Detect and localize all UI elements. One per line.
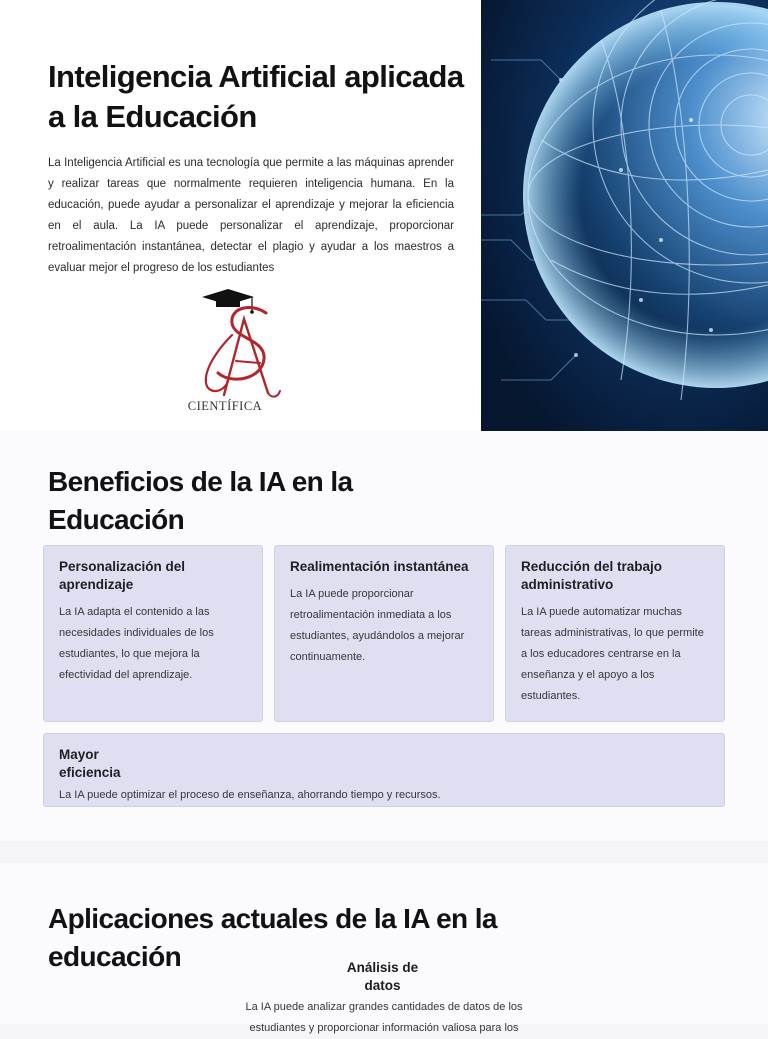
benefit-card-admin [505, 545, 725, 722]
benefit-card-text: La IA adapta el contenido a las necesidades individuales de los estudiantes, lo que mejora la efectividad del aprendizaje. [59, 606, 214, 681]
logo-graphic [120, 283, 330, 418]
application-item-text: La IA puede analizar grandes cantidades de datos de los estudiantes y proporcionar información valiosa para los [245, 1001, 523, 1034]
benefit-card-text: La IA puede automatizar muchas tareas administrativas, lo que permite a los educadores centrarse en la enseñanza y el apoyo a los estudiantes. [521, 606, 704, 702]
benefit-card-feedback [274, 545, 494, 722]
benefit-card-title: Realimentación instantánea [290, 559, 469, 574]
benefit-card-title: Reducción del trabajo administrativo [521, 559, 663, 592]
benefit-card-text: La IA puede proporcionar retroalimentación inmediata a los estudiantes, ayudándolos a mejorar continuamente. [290, 588, 465, 663]
applications-title: Aplicaciones actuales de la IA en la educación [48, 903, 497, 972]
slide-benefits [0, 431, 768, 841]
sa-cientifica-logo [120, 283, 330, 418]
intro-paragraph: La Inteligencia Artificial es una tecnología que permite a las máquinas aprender y realizar tareas que normalmente requieren inteligencia humana. En la educación, puede ayudar a personalizar el aprendizaje y mejorar la eficiencia en el aula. La IA puede personalizar el aprendizaje, proporcionar retroalimentación instantánea, detectar el plagio y ayudar a los maestros a evaluar mejor el progreso de los estudiantes [48, 157, 454, 274]
intro-title: Inteligencia Artificial aplicada a la Educación [48, 59, 464, 134]
benefit-card-title: Mayor eficiencia [59, 747, 121, 780]
benefit-card-text: La IA puede optimizar el proceso de enseñanza, ahorrando tiempo y recursos. [59, 789, 441, 801]
ai-globe-image [481, 0, 768, 431]
benefit-card-efficiency [43, 733, 725, 807]
logo-text: CIENTÍFICA [187, 399, 263, 413]
globe-illustration [481, 0, 768, 431]
benefit-card-personalization [43, 545, 263, 722]
slide-applications [0, 863, 768, 1034]
application-item-title: Análisis de datos [346, 960, 419, 993]
benefit-card-title: Personalización del aprendizaje [59, 559, 186, 592]
slide-intro [0, 0, 768, 431]
benefits-title: Beneficios de la IA en la Educación [48, 466, 353, 535]
